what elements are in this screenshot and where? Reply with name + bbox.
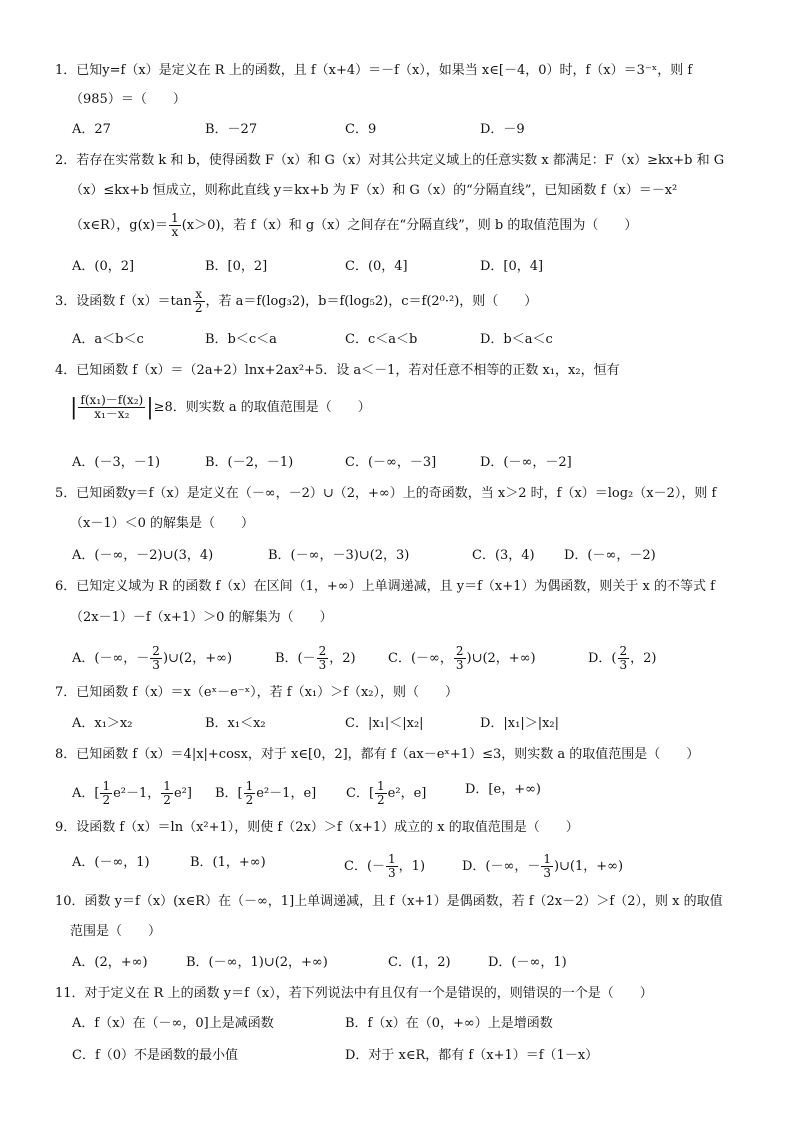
q8-c-pre: C．[ — [346, 786, 375, 801]
q5-option-c: C．(3，4) — [472, 548, 535, 563]
q7-option-d: D．|x₁|＞|x₂| — [480, 716, 560, 731]
q6-line-1: 6．已知定义域为 R 的函数 f（x）在区间（1，+∞）上单调递减，且 y＝f（x+1）为偶函数，则关于 x 的不等式 f — [55, 579, 715, 594]
q2-line-1: 2．若存在实常数 k 和 b，使得函数 F（x）和 G（x）对其公共定义域上的任意实数 x 都满足：F（x）≥kx+b 和 G — [55, 153, 725, 168]
q8-b-den: 2 — [245, 793, 254, 807]
q4-option-a: A．(－3，－1) — [72, 455, 161, 470]
q4-post: ≥8．则实数 a 的取值范围是（ ） — [153, 400, 371, 415]
q2-line-3-post: (x＞0)，若 f（x）和 g（x）之间存在“分隔直线”，则 b 的取值范围为（ ） — [181, 218, 638, 233]
q8-option-c — [346, 780, 426, 807]
q9-d-fraction — [541, 853, 553, 880]
q2-option-a: A．(0，2] — [72, 259, 135, 274]
q6-c-pre: C．(－∞， — [388, 651, 453, 666]
q1-line-1: 1．已知y=f（x）是定义在 R 上的函数，且 f（x+4）＝－f（x），如果当 x∈[－4，0）时，f（x）＝3⁻ˣ，则 f — [55, 63, 693, 78]
q8-a-fraction-1 — [100, 780, 112, 807]
q2-frac-den: x — [171, 225, 179, 239]
q9-d-num: 1 — [543, 852, 551, 866]
q8-b-num: 1 — [245, 779, 254, 793]
q10-line-1: 10．函数 y＝f（x）(x∈R）在（－∞，1]上单调递减，且 f（x+1）是偶函数，若 f（2x－2）＞f（2），则 x 的取值 — [55, 894, 723, 909]
q11-option-d: D．对于 x∈R，都有 f（x+1）＝f（1－x） — [345, 1048, 599, 1063]
q2-line-2: （x）≤kx+b 恒成立，则称此直线 y＝kx+b 为 F（x）和 G（x）的“分隔直线”，已知函数 f（x）＝－x² — [70, 183, 678, 198]
q4-fraction — [78, 394, 145, 421]
q5-line-1: 5．已知函数y＝f（x）是定义在（－∞，－2）∪（2，+∞）上的奇函数，当 x＞2 时，f（x）＝log₂（x－2），则 f — [55, 486, 717, 501]
q2-frac-num: 1 — [171, 211, 179, 225]
q8-c-num: 1 — [377, 779, 385, 793]
q8-a-num-2: 1 — [163, 779, 171, 793]
q11-option-c: C．f（0）不是函数的最小值 — [72, 1048, 239, 1063]
q9-c-den: 3 — [388, 866, 396, 880]
q6-b-num: 2 — [318, 644, 327, 658]
q1-option-b: B．－27 — [205, 122, 258, 137]
q6-b-pre: B．(－ — [275, 651, 316, 666]
q8-b-pre: B．[ — [215, 786, 243, 801]
q1-option-a: A．27 — [72, 122, 111, 137]
q5-option-d: D．(－∞，－2) — [564, 548, 656, 563]
q6-c-num: 2 — [455, 644, 464, 658]
q6-d-pre: D．( — [588, 651, 617, 666]
q11-line: 11．对于定义在 R 上的函数 y＝f（x），若下列说法中有且仅有一个是错误的，则错误的一个是（ ） — [55, 986, 653, 1001]
q10-option-a: A．(2，+∞) — [72, 955, 148, 970]
q10-option-d: D．(－∞，1) — [488, 955, 567, 970]
q3-frac-num: x — [193, 288, 205, 302]
q10-line-2: 范围是（ ） — [70, 924, 162, 939]
q8-a-pre: A．[ — [72, 786, 100, 801]
q2-option-b: B．[0，2] — [205, 259, 268, 274]
q4-frac-num: f(x₁)－f(x₂) — [80, 393, 144, 407]
q9-option-d — [462, 853, 623, 880]
q6-d-fraction — [618, 645, 630, 672]
q4-frac-den: x₁－x₂ — [94, 407, 130, 421]
q9-option-a: A．(－∞，1) — [72, 855, 150, 870]
q4-abs-right: | — [146, 394, 154, 420]
q4-line-1: 4．已知函数 f（x）＝（2a+2）lnx+2ax²+5．设 a＜－1，若对任意不相等的正数 x₁，x₂，恒有 — [55, 363, 620, 378]
q9-c-post: ，1) — [398, 859, 426, 874]
q5-option-b: B．(－∞，－3)∪(2，3) — [268, 548, 410, 563]
q6-option-a — [72, 645, 232, 672]
q7-option-b: B．x₁＜x₂ — [205, 716, 266, 731]
q7-option-a: A．x₁＞x₂ — [72, 716, 133, 731]
q4-option-b: B．(－2，－1) — [205, 455, 294, 470]
q8-line: 8．已知函数 f（x）＝4|x|+cosx，对于 x∈[0，2]，都有 f（ax－eˣ+1）≤3，则实数 a 的取值范围是（ ） — [55, 747, 700, 762]
q6-a-pre: A．(－∞，－ — [72, 651, 150, 666]
q10-option-b: B．(－∞，1)∪(2，+∞) — [186, 955, 328, 970]
q9-line: 9．设函数 f（x）＝ln（x²+1），则使 f（2x）＞f（x+1）成立的 x 的取值范围是（ ） — [55, 820, 579, 835]
q6-line-2: （2x－1）－f（x+1）＞0 的解集为（ ） — [70, 610, 333, 625]
q6-b-post: ，2) — [329, 651, 356, 666]
q6-c-fraction — [454, 645, 466, 672]
q6-a-post: )∪(2，+∞) — [162, 651, 233, 666]
q8-a-post: e²] — [173, 786, 192, 801]
q4-abs-left: | — [70, 394, 78, 420]
q3-option-a: A．a＜b＜c — [72, 332, 144, 347]
q8-c-den: 2 — [377, 793, 385, 807]
q3-option-d: D．b＜a＜c — [480, 332, 553, 347]
q2-fraction — [169, 212, 181, 239]
q8-b-post: e²－1，e] — [256, 786, 317, 801]
q6-a-den: 3 — [152, 658, 160, 672]
q3-line — [55, 288, 754, 315]
q9-option-c — [344, 853, 425, 880]
q6-c-den: 3 — [455, 658, 464, 672]
q6-b-fraction — [317, 645, 329, 672]
q9-d-post: )∪(1，+∞) — [553, 859, 624, 874]
q6-d-num: 2 — [619, 644, 628, 658]
q9-d-den: 3 — [543, 866, 551, 880]
q3-pre: 3．设函数 f（x）＝tan — [55, 294, 192, 309]
q1-option-c: C．9 — [345, 122, 377, 137]
q3-fraction — [193, 288, 205, 315]
q8-option-d: D．[e，+∞) — [465, 782, 541, 797]
q11-option-b: B．f（x）在（0，+∞）上是增函数 — [345, 1016, 553, 1031]
q6-option-c — [388, 645, 536, 672]
q4-option-d: D．(－∞，－2] — [480, 455, 572, 470]
q2-line-3-pre: （x∈R），g(x)＝ — [70, 218, 169, 233]
q6-c-post: )∪(2，+∞) — [466, 651, 536, 666]
q10-option-c: C．(1，2) — [388, 955, 451, 970]
q8-c-post: e²，e] — [387, 786, 427, 801]
q8-a-num-1: 1 — [102, 779, 111, 793]
q6-d-post: ，2) — [630, 651, 657, 666]
q9-c-num: 1 — [388, 852, 396, 866]
q1-option-d: D．－9 — [480, 122, 525, 137]
q6-d-den: 3 — [619, 658, 628, 672]
q4-line-2 — [70, 394, 754, 421]
q8-a-fraction-2 — [161, 780, 173, 807]
q6-option-b — [275, 645, 356, 672]
q2-line-3 — [70, 212, 754, 239]
q6-a-fraction — [150, 645, 162, 672]
q9-d-pre: D．(－∞，－ — [462, 859, 541, 874]
q8-b-fraction — [244, 780, 256, 807]
q7-line: 7．已知函数 f（x）＝x（eˣ－e⁻ˣ），若 f（x₁）＞f（x₂），则（ ） — [55, 685, 458, 700]
q6-b-den: 3 — [318, 658, 327, 672]
q8-option-b — [215, 780, 316, 807]
q9-option-b: B．(1，+∞) — [190, 855, 266, 870]
q3-frac-den: 2 — [194, 301, 203, 315]
q3-post: ，若 a＝f(log₃2)，b＝f(log₅2)，c＝f(2⁰·²)，则（ ） — [205, 294, 538, 309]
q5-line-2: （x－1）＜0 的解集是（ ） — [70, 516, 255, 531]
q6-a-num: 2 — [152, 644, 160, 658]
q8-a-den-1: 2 — [102, 793, 111, 807]
q3-option-b: B．b＜c＜a — [205, 332, 277, 347]
q7-option-c: C．|x₁|＜|x₂| — [345, 716, 424, 731]
q9-c-pre: C．(－ — [344, 859, 386, 874]
q8-c-fraction — [375, 780, 387, 807]
q2-option-c: C．(0，4] — [345, 259, 408, 274]
q6-option-d — [588, 645, 656, 672]
q2-option-d: D．[0，4] — [480, 259, 544, 274]
q1-line-2: （985）＝（ ） — [70, 92, 186, 107]
q9-c-fraction — [386, 853, 398, 880]
q11-option-a: A．f（x）在（－∞，0]上是减函数 — [72, 1016, 274, 1031]
q8-option-a — [72, 780, 192, 807]
q4-option-c: C．(－∞，－3] — [345, 455, 437, 470]
q5-option-a: A．(－∞，－2)∪(3，4) — [72, 548, 214, 563]
q3-option-c: C．c＜a＜b — [345, 332, 418, 347]
q8-a-den-2: 2 — [163, 793, 171, 807]
q8-a-mid: e²－1， — [113, 786, 161, 801]
